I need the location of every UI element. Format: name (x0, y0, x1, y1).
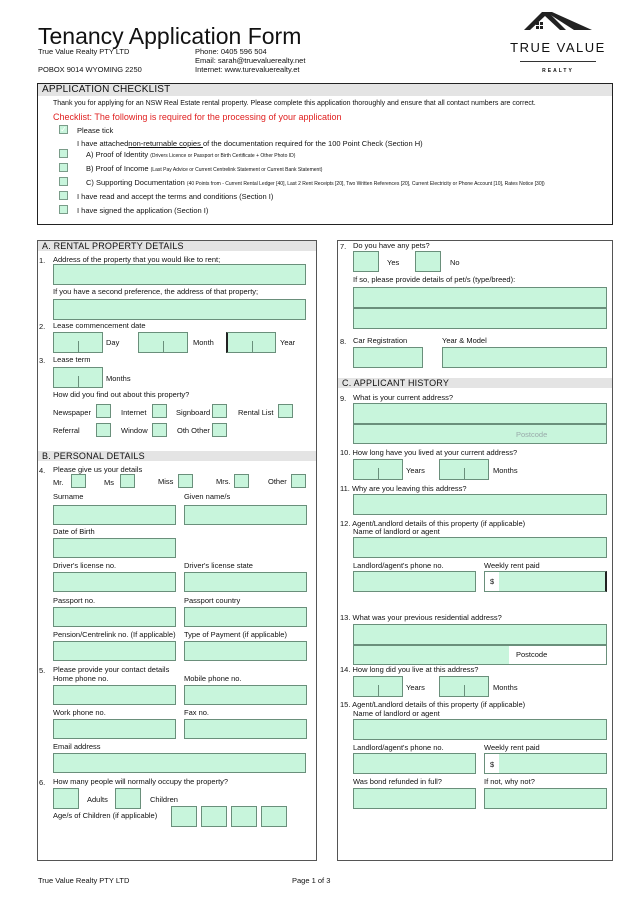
email-field[interactable] (53, 753, 306, 773)
payment-label: Type of Payment (if applicable) (184, 630, 287, 639)
other-checkbox[interactable] (212, 423, 227, 437)
miss-label: Miss (158, 477, 174, 486)
home-phone-field[interactable] (53, 685, 176, 705)
newspaper-checkbox[interactable] (96, 404, 111, 418)
signed-label: I have signed the application (Section I) (77, 206, 209, 215)
q4-label: Please give us your details (53, 465, 143, 474)
footer-company: True Value Realty PTY LTD (38, 876, 130, 885)
signboard-checkbox[interactable] (212, 404, 227, 418)
previous-months-field[interactable] (439, 676, 489, 697)
q1-number: 1. (39, 256, 46, 265)
pension-label: Pension/Centrelink no. (If applicable) (53, 630, 176, 639)
mr-label: Mr. (53, 478, 64, 487)
ms-checkbox[interactable] (120, 474, 135, 488)
q10-label: 10. How long have you lived at your current address? (340, 448, 518, 457)
passport-country-label: Passport country (184, 596, 241, 605)
pension-field[interactable] (53, 641, 176, 661)
months-label-right: Months (493, 466, 518, 475)
yes-label: Yes (387, 258, 400, 267)
mr-checkbox[interactable] (71, 474, 86, 488)
q7-label: Do you have any pets? (353, 241, 430, 250)
proof-income-label: B) Proof of Income (Last Pay Advice or Current Centrelink Statement or Current Bank Statement) (86, 164, 323, 173)
q4-number: 4. (39, 466, 46, 475)
q7-number: 7. (340, 242, 347, 251)
lease-day-field[interactable] (53, 332, 103, 353)
logo-text: TRUE VALUE (510, 40, 606, 55)
payment-type-field[interactable] (184, 641, 307, 661)
prev-months-label: Months (493, 683, 518, 692)
adults-field[interactable] (53, 788, 79, 809)
q15-label: 15. Agent/Landlord details of this property (if applicable) (340, 700, 526, 709)
q9-label: What is your current address? (353, 393, 454, 402)
checklist-heading: APPLICATION CHECKLIST (38, 84, 612, 96)
checklist-intro: Thank you for applying for an NSW Real Estate rental property. Please complete this application thoroughly and ensure that all contact numbers are correct. (53, 100, 536, 107)
please-tick-checkbox[interactable] (59, 125, 68, 134)
proof-income-checkbox[interactable] (59, 163, 68, 172)
referral-label: Referral (53, 426, 80, 435)
terms-label: I have read and accept the terms and conditions (Section I) (77, 192, 274, 201)
lease-term-field[interactable] (53, 367, 103, 388)
q1b-label: If you have a second preference, the address of that property; (53, 287, 259, 296)
q13-label: 13. What was your previous residential address? (340, 613, 502, 622)
q11-label: 11. Why are you leaving this address? (340, 484, 467, 493)
signed-checkbox[interactable] (59, 205, 68, 214)
checkmark-icon: ✓ (60, 125, 67, 134)
fax-label: Fax no. (184, 708, 210, 717)
footer-page: Page 1 of 3 (292, 876, 331, 885)
child-age-3-field[interactable] (231, 806, 257, 827)
rental-list-checkbox[interactable] (278, 404, 293, 418)
terms-checkbox[interactable] (59, 191, 68, 200)
weekly-rent-label: Weekly rent paid (484, 561, 540, 570)
pets-detail-label: If so, please provide details of pet/s (type/breed): (353, 275, 516, 284)
month-label: Month (193, 338, 214, 347)
current-years-field[interactable] (353, 459, 403, 480)
previous-address-field-2[interactable] (353, 645, 607, 665)
car-registration-field[interactable] (353, 347, 423, 368)
landlord-name-field[interactable] (353, 537, 607, 558)
dob-label: Date of Birth (53, 527, 95, 536)
q14-label: 14. How long did you live at this address? (340, 665, 479, 674)
prev-landlord-phone-field[interactable] (353, 753, 476, 774)
mobile-field[interactable] (184, 685, 307, 705)
company-name: True Value Realty PTY LTD (38, 47, 130, 56)
car-label: Car Registration (353, 336, 408, 345)
mrs-label: Mrs. (216, 477, 231, 486)
postcode-label: Postcode (516, 650, 548, 659)
previous-years-field[interactable] (353, 676, 403, 697)
children-field[interactable] (115, 788, 141, 809)
adults-label: Adults (87, 795, 108, 804)
section-a-heading: A. RENTAL PROPERTY DETAILS (38, 241, 316, 251)
pobox: POBOX 9014 WYOMING 2250 (38, 65, 142, 74)
email-label: Email address (53, 742, 101, 751)
q12-label: 12. Agent/Landlord details of this property (if applicable) (340, 519, 526, 528)
rental-list-label: Rental List (238, 408, 274, 417)
previous-address-field[interactable] (353, 624, 607, 645)
year-model-field[interactable] (442, 347, 607, 368)
q6-label: How many people will normally occupy the property? (53, 777, 229, 786)
lease-month-field[interactable] (138, 332, 188, 353)
prev-landlord-name-field[interactable] (353, 719, 607, 740)
other-title-label: Other (268, 477, 287, 486)
years-label: Years (406, 466, 425, 475)
current-months-field[interactable] (439, 459, 489, 480)
current-address-field-2[interactable] (353, 424, 607, 444)
house-icon (508, 8, 608, 38)
q2-number: 2. (39, 322, 46, 331)
prev-dollar-sign: $ (490, 760, 495, 769)
child-age-2-field[interactable] (201, 806, 227, 827)
q5-label: Please provide your contact details (53, 665, 170, 674)
children-label: Children (150, 795, 178, 804)
license-field[interactable] (53, 572, 176, 592)
prev-landlord-phone-label: Landlord/agent's phone no. (353, 743, 444, 752)
property-address-field[interactable] (53, 264, 306, 285)
referral-checkbox[interactable] (96, 423, 111, 437)
landlord-phone-label: Landlord/agent's phone no. (353, 561, 444, 570)
q3-number: 3. (39, 356, 46, 365)
pets-yes-field[interactable] (353, 251, 379, 272)
why-not-label: If not, why not? (484, 777, 535, 786)
pets-no-field[interactable] (415, 251, 441, 272)
postcode-placeholder: Postcode (516, 430, 548, 439)
work-phone-label: Work phone no. (53, 708, 106, 717)
other-title-checkbox[interactable] (291, 474, 306, 488)
email: Email: sarah@truevaluerealty.net (195, 56, 306, 65)
no-label: No (450, 258, 460, 267)
dob-field[interactable] (53, 538, 176, 558)
year-model-label: Year & Model (442, 336, 487, 345)
why-not-field[interactable] (484, 788, 607, 809)
child-age-4-field[interactable] (261, 806, 287, 827)
home-phone-label: Home phone no. (53, 674, 109, 683)
work-phone-field[interactable] (53, 719, 176, 739)
passport-field[interactable] (53, 607, 176, 627)
months-label: Months (106, 374, 131, 383)
bond-field[interactable] (353, 788, 476, 809)
bond-label: Was bond refunded in full? (353, 777, 442, 786)
other-label: Oth Other (177, 426, 210, 435)
supporting-docs-checkbox[interactable] (59, 177, 68, 186)
child-age-1-field[interactable] (171, 806, 197, 827)
prev-years-label: Years (406, 683, 425, 692)
phone: Phone: 0405 596 504 (195, 47, 267, 56)
window-label: Window (121, 426, 148, 435)
fax-field[interactable] (184, 719, 307, 739)
signboard-label: Signboard (176, 408, 211, 417)
attached-label: I have attachednon-returnable copies of the documentation required for the 100 Point Check (Section H) (77, 139, 423, 148)
dollar-sign: $ (490, 577, 495, 586)
prev-landlord-name-label: Name of landlord or agent (353, 709, 440, 718)
passport-label: Passport no. (53, 596, 96, 605)
given-name-field[interactable] (184, 505, 307, 525)
mrs-checkbox[interactable] (234, 474, 249, 488)
pets-detail-field-2[interactable] (353, 308, 607, 329)
year-label: Year (280, 338, 296, 347)
newspaper-label: Newspaper (53, 408, 91, 417)
weekly-rent-field[interactable] (484, 571, 607, 592)
second-preference-field[interactable] (53, 299, 306, 320)
q6-number: 6. (39, 778, 46, 787)
please-tick-label: Please tick (77, 126, 114, 135)
supporting-docs-label: C) Supporting Documentation (40 Points from - Current Rental Ledger [40], Last 2 Rent Receipts [20], Two Written References [20], Current Electricity or Phone Account [10], Rates Notice [30]) (86, 178, 545, 187)
q8-number: 8. (340, 337, 347, 346)
license-state-label: Driver's license state (184, 561, 253, 570)
logo (508, 8, 608, 78)
q5-number: 5. (39, 666, 46, 675)
license-label: Driver's license no. (53, 561, 117, 570)
website: Internet: www.turevaluerealty.et (195, 65, 300, 74)
landlord-name-label: Name of landlord or agent (353, 527, 440, 536)
checklist-notice: Checklist: The following is required for the processing of your application (53, 112, 342, 122)
page-title: Tenancy Application Form (38, 23, 302, 49)
section-c-heading: C. APPLICANT HISTORY (338, 378, 612, 388)
q9-number: 9. (340, 394, 347, 403)
leaving-reason-field[interactable] (353, 494, 607, 515)
proof-identity-label: A) Proof of Identity (Drivers Licence or Passport or Birth Certificate + Other Photo ID) (86, 150, 296, 159)
landlord-phone-field[interactable] (353, 571, 476, 592)
section-b-heading: B. PERSONAL DETAILS (38, 451, 316, 461)
surname-field[interactable] (53, 505, 176, 525)
window-checkbox[interactable] (152, 423, 167, 437)
lease-year-field[interactable] (226, 332, 276, 353)
given-label: Given name/s (184, 492, 231, 501)
license-state-field[interactable] (184, 572, 307, 592)
prev-weekly-rent-label: Weekly rent paid (484, 743, 540, 752)
q2-label: Lease commencement date (53, 321, 146, 330)
pets-detail-field-1[interactable] (353, 287, 607, 308)
logo-subtext: REALTY (542, 68, 574, 74)
internet-label: Internet (121, 408, 147, 417)
miss-checkbox[interactable] (178, 474, 193, 488)
surname-label: Surname (53, 492, 84, 501)
day-label: Day (106, 338, 120, 347)
find-label: How did you find out about this property? (53, 390, 190, 399)
mobile-label: Mobile phone no. (184, 674, 242, 683)
q1-label: Address of the property that you would like to rent; (53, 255, 221, 264)
prev-weekly-rent-field[interactable] (484, 753, 607, 774)
q3-label: Lease term (53, 355, 91, 364)
current-address-field[interactable] (353, 403, 607, 424)
proof-identity-checkbox[interactable] (59, 149, 68, 158)
ages-label: Age/s of Children (if applicable) (53, 811, 158, 820)
passport-country-field[interactable] (184, 607, 307, 627)
ms-label: Ms (104, 478, 114, 487)
internet-checkbox[interactable] (152, 404, 167, 418)
